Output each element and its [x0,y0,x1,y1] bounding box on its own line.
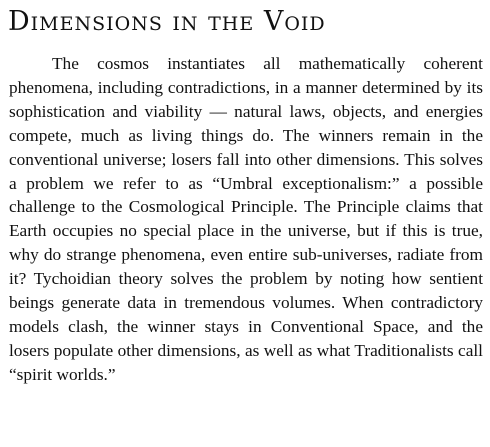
body-paragraph: The cosmos instantiates all mathematically coherent phenomena, including contradictions, in a manner determined by its sophistication and viability — natural laws, objects, and energies compete, much as living things do. The winners remain in the conventional universe; losers fall into other dimensions. This solves a problem we refer to as “Umbral exceptionalism:” a possible challenge to the Cosmological Principle. The Principle claims that Earth occupies no special place in the universe, but if this is true, why do strange phenomena, even entire sub-universes, radiate from it? Tychoidian theory solves the problem by noting how sentient beings generate data in tremendous volumes. When contradictory models clash, the winner stays in Conventional Space, and the losers populate other dimensions, as well as what Traditionalists call “spirit worlds.” [9,54,483,384]
section-heading: Dimensions in the Void [8,6,326,37]
